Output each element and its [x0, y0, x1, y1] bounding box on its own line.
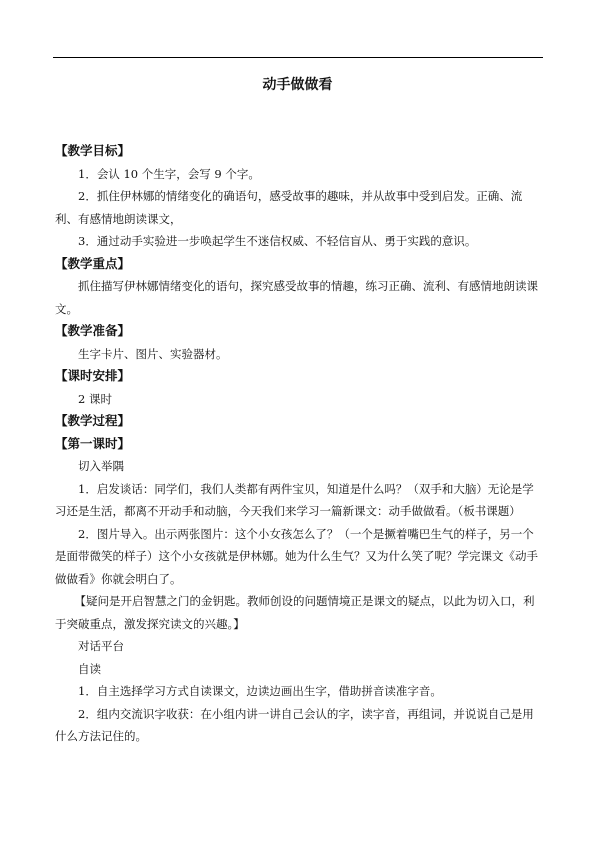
goal-2: 2．抓住伊林娜的情绪变化的确语句，感受故事的趣味，并从故事中受到启发。正确、流利、有感情地朗读课文，	[55, 189, 523, 226]
lesson-1-heading: 【第一课时】	[55, 435, 131, 451]
preparation-heading: 【教学准备】	[55, 323, 131, 338]
teaching-note: 【疑问是开启智慧之门的金钥匙。教师创设的问题情境正是课文的疑点，以此为切入口，利于突破重点，激发探究读文的兴趣。】	[55, 594, 535, 631]
schedule-heading: 【课时安排】	[55, 368, 131, 383]
intro-label: 切入举隅	[78, 459, 124, 473]
self-read-label: 自读	[78, 661, 101, 676]
goal-3: 3．通过动手实验进一步唤起学生不迷信权威、不轻信盲从、勇于实践的意识。	[78, 234, 477, 248]
document-body	[55, 140, 541, 748]
read-1: 1．自主选择学习方式自读课文，边读边画出生字，借助拼音读准字音。	[78, 684, 442, 698]
read-2: 2．组内交流识字收获：在小组内讲一讲自己会认的字，读字音，再组词，并说说自己是用什么方法记住的。	[55, 706, 534, 743]
header-rule	[53, 57, 543, 58]
intro-1: 1．启发谈话：同学们，我们人类都有两件宝贝，知道是什么吗？（双手和大脑）无论是学习还是生活，都离不开动手和动脑，今天我们来学习一篇新课文：动手做做看。（板书课题）	[55, 481, 534, 518]
preparation-text: 生字卡片、图片、实验器材。	[78, 346, 228, 361]
page-title: 动手做做看	[262, 77, 333, 93]
process-heading: 【教学过程】	[55, 413, 131, 428]
intro-2: 2．图片导入。出示两张图片：这个小女孩怎么了？（一个是撅着嘴巴生气的样子，另一个是面带微笑的样子）这个小女孩就是伊林娜。她为什么生气？又为什么笑了呢？学完课文《动手做做看》你就会明白了。	[55, 526, 538, 586]
dialog-label: 对话平台	[78, 639, 124, 653]
goals-heading: 【教学目标】	[55, 143, 131, 158]
goal-1: 1．会认 10 个生字，会写 9 个字。	[78, 166, 260, 181]
schedule-text: 2 课时	[78, 391, 112, 406]
key-points-heading: 【教学重点】	[55, 255, 131, 271]
key-points-text: 抓住描写伊林娜情绪变化的语句，探究感受故事的情趣，练习正确、流利、有感情地朗读课文。	[55, 279, 538, 316]
